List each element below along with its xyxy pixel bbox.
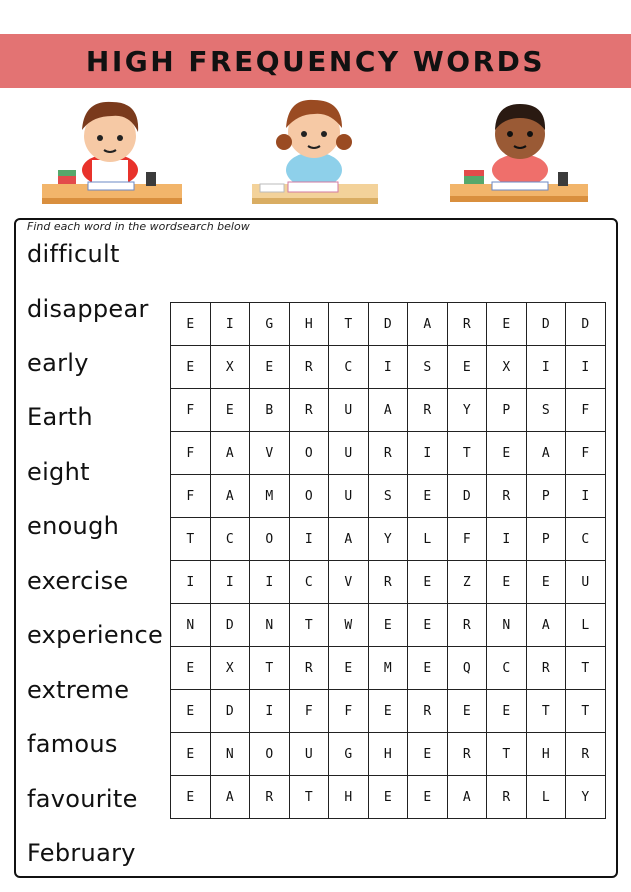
grid-cell: I xyxy=(408,432,448,475)
grid-cell: T xyxy=(526,690,566,733)
grid-cell: A xyxy=(210,432,250,475)
instructions: Find each word in the wordsearch below xyxy=(27,220,250,233)
grid-cell: A xyxy=(526,604,566,647)
grid-cell: C xyxy=(210,518,250,561)
grid-cell: M xyxy=(250,475,290,518)
boy-reading-illustration xyxy=(450,92,590,214)
grid-cell: P xyxy=(487,389,527,432)
grid-cell: R xyxy=(487,776,527,819)
grid-cell: F xyxy=(566,389,606,432)
girl-writing-illustration xyxy=(252,92,382,214)
grid-cell: E xyxy=(171,690,211,733)
grid-cell: A xyxy=(408,303,448,346)
grid-cell: F xyxy=(171,475,211,518)
grid-cell: F xyxy=(447,518,487,561)
word-item: favourite xyxy=(27,785,138,813)
grid-cell: O xyxy=(289,432,329,475)
grid-cell: T xyxy=(566,647,606,690)
grid-cell: T xyxy=(487,733,527,776)
grid-cell: E xyxy=(171,776,211,819)
grid-cell: X xyxy=(210,346,250,389)
grid-row xyxy=(171,518,606,561)
grid-cell: E xyxy=(487,561,527,604)
grid-cell: L xyxy=(408,518,448,561)
grid-cell: R xyxy=(526,647,566,690)
grid-cell: I xyxy=(566,346,606,389)
grid-cell: E xyxy=(171,733,211,776)
grid-cell: M xyxy=(368,647,408,690)
grid-cell: D xyxy=(526,303,566,346)
grid-cell: L xyxy=(566,604,606,647)
word-item: disappear xyxy=(27,295,149,323)
grid-cell: R xyxy=(408,389,448,432)
grid-cell: E xyxy=(368,690,408,733)
grid-cell: I xyxy=(171,561,211,604)
boy-writing-illustration xyxy=(42,92,182,214)
grid-cell: I xyxy=(526,346,566,389)
grid-cell: R xyxy=(447,604,487,647)
grid-cell: E xyxy=(487,432,527,475)
grid-cell: S xyxy=(408,346,448,389)
grid-cell: F xyxy=(289,690,329,733)
grid-cell: G xyxy=(329,733,369,776)
grid-cell: R xyxy=(408,690,448,733)
grid-cell: A xyxy=(329,518,369,561)
grid-cell: C xyxy=(487,647,527,690)
grid-cell: F xyxy=(171,389,211,432)
grid-cell: E xyxy=(329,647,369,690)
grid-cell: U xyxy=(329,389,369,432)
grid-cell: T xyxy=(171,518,211,561)
grid-cell: A xyxy=(447,776,487,819)
grid-row xyxy=(171,303,606,346)
grid-cell: O xyxy=(289,475,329,518)
grid-cell: R xyxy=(447,733,487,776)
grid-cell: Y xyxy=(566,776,606,819)
grid-cell: U xyxy=(566,561,606,604)
word-item: early xyxy=(27,349,89,377)
grid-cell: R xyxy=(250,776,290,819)
grid-cell: E xyxy=(171,647,211,690)
grid-cell: S xyxy=(526,389,566,432)
grid-cell: R xyxy=(368,561,408,604)
word-item: exercise xyxy=(27,567,129,595)
word-item: difficult xyxy=(27,240,120,268)
grid-cell: X xyxy=(210,647,250,690)
grid-cell: W xyxy=(329,604,369,647)
word-item: experience xyxy=(27,621,164,649)
grid-cell: I xyxy=(250,561,290,604)
grid-cell: Q xyxy=(447,647,487,690)
grid-cell: D xyxy=(447,475,487,518)
word-item: enough xyxy=(27,512,120,540)
grid-cell: E xyxy=(210,389,250,432)
word-item: eight xyxy=(27,458,90,486)
grid-cell: I xyxy=(368,346,408,389)
grid-cell: N xyxy=(210,733,250,776)
grid-cell: P xyxy=(526,475,566,518)
grid-cell: R xyxy=(566,733,606,776)
grid-row xyxy=(171,475,606,518)
grid-cell: D xyxy=(566,303,606,346)
grid-row xyxy=(171,432,606,475)
grid-cell: A xyxy=(210,475,250,518)
grid-cell: S xyxy=(368,475,408,518)
grid-row xyxy=(171,690,606,733)
grid-cell: U xyxy=(289,733,329,776)
grid-cell: H xyxy=(289,303,329,346)
grid-cell: E xyxy=(447,346,487,389)
grid-cell: E xyxy=(447,690,487,733)
grid-cell: G xyxy=(250,303,290,346)
grid-cell: D xyxy=(368,303,408,346)
grid-cell: A xyxy=(526,432,566,475)
grid-cell: R xyxy=(289,346,329,389)
grid-cell: C xyxy=(289,561,329,604)
grid-row xyxy=(171,604,606,647)
grid-cell: T xyxy=(329,303,369,346)
grid-cell: I xyxy=(210,303,250,346)
grid-cell: F xyxy=(171,432,211,475)
grid-cell: D xyxy=(210,690,250,733)
grid-cell: N xyxy=(487,604,527,647)
grid-cell: E xyxy=(171,346,211,389)
grid-cell: P xyxy=(526,518,566,561)
title-banner xyxy=(0,34,631,88)
grid-cell: E xyxy=(368,776,408,819)
grid-cell: O xyxy=(250,733,290,776)
grid-cell: E xyxy=(408,647,448,690)
grid-cell: V xyxy=(250,432,290,475)
grid-cell: H xyxy=(526,733,566,776)
grid-row xyxy=(171,733,606,776)
grid-cell: X xyxy=(487,346,527,389)
grid-row xyxy=(171,346,606,389)
word-item: Earth xyxy=(27,403,93,431)
grid-cell: E xyxy=(526,561,566,604)
grid-cell: I xyxy=(566,475,606,518)
grid-cell: E xyxy=(408,561,448,604)
grid-cell: R xyxy=(447,303,487,346)
grid-cell: I xyxy=(289,518,329,561)
grid-cell: N xyxy=(250,604,290,647)
grid-cell: E xyxy=(408,733,448,776)
grid-cell: E xyxy=(171,303,211,346)
grid-row xyxy=(171,647,606,690)
grid-cell: A xyxy=(368,389,408,432)
word-item: famous xyxy=(27,730,118,758)
grid-cell: T xyxy=(289,604,329,647)
grid-cell: T xyxy=(447,432,487,475)
grid-cell: R xyxy=(289,647,329,690)
grid-cell: Y xyxy=(447,389,487,432)
grid-cell: U xyxy=(329,475,369,518)
grid-cell: A xyxy=(210,776,250,819)
grid-cell: B xyxy=(250,389,290,432)
grid-cell: E xyxy=(408,776,448,819)
grid-cell: Y xyxy=(368,518,408,561)
grid-cell: E xyxy=(250,346,290,389)
grid-cell: E xyxy=(368,604,408,647)
word-item: February xyxy=(27,839,136,867)
grid-cell: T xyxy=(289,776,329,819)
grid-cell: I xyxy=(210,561,250,604)
page-title: HIGH FREQUENCY WORDS xyxy=(85,44,546,78)
grid-cell: V xyxy=(329,561,369,604)
word-item: extreme xyxy=(27,676,130,704)
grid-cell: R xyxy=(289,389,329,432)
grid-cell: C xyxy=(329,346,369,389)
grid-row xyxy=(171,561,606,604)
grid-cell: E xyxy=(487,690,527,733)
grid-cell: I xyxy=(250,690,290,733)
grid-cell: L xyxy=(526,776,566,819)
grid-cell: N xyxy=(171,604,211,647)
grid-cell: T xyxy=(250,647,290,690)
grid-row xyxy=(171,776,606,819)
grid-cell: R xyxy=(487,475,527,518)
wordsearch-grid xyxy=(170,302,606,819)
grid-cell: H xyxy=(368,733,408,776)
grid-cell: C xyxy=(566,518,606,561)
grid-cell: H xyxy=(329,776,369,819)
grid-cell: F xyxy=(329,690,369,733)
grid-cell: D xyxy=(210,604,250,647)
grid-cell: R xyxy=(368,432,408,475)
grid-cell: F xyxy=(566,432,606,475)
grid-cell: U xyxy=(329,432,369,475)
grid-cell: E xyxy=(408,475,448,518)
grid-cell: I xyxy=(487,518,527,561)
grid-cell: O xyxy=(250,518,290,561)
grid-cell: T xyxy=(566,690,606,733)
grid-row xyxy=(171,389,606,432)
grid-cell: E xyxy=(487,303,527,346)
grid-cell: Z xyxy=(447,561,487,604)
grid-cell: E xyxy=(408,604,448,647)
